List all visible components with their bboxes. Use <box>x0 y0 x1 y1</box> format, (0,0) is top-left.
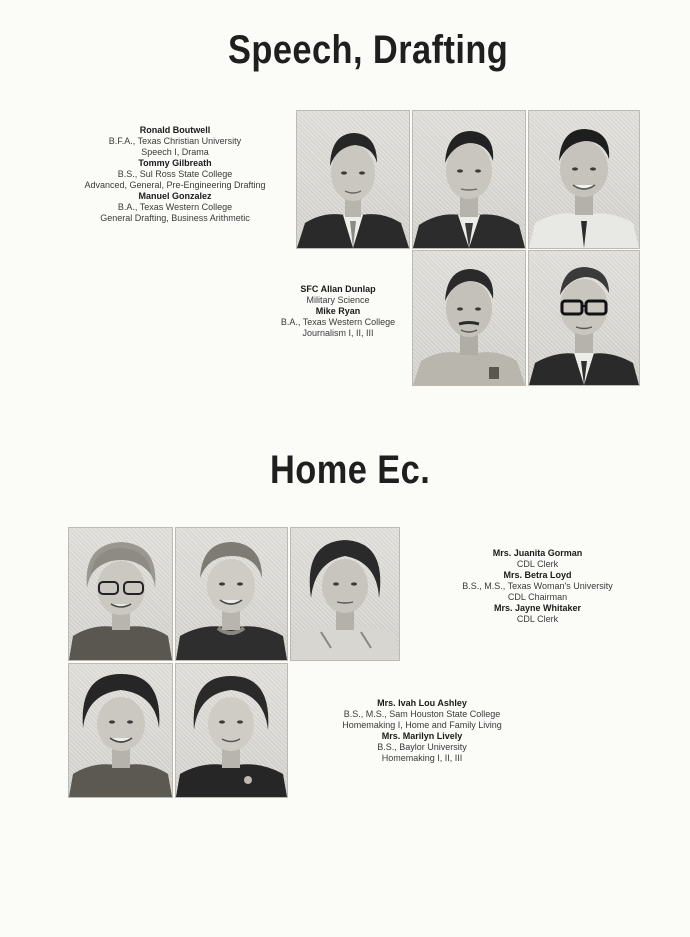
caption-homeec-cdl <box>410 548 665 625</box>
teacher-detail: B.A., Texas Western College <box>117 202 233 212</box>
teacher-detail: B.S., Sul Ross State College <box>117 169 233 179</box>
caption-speech-drafting <box>60 125 290 224</box>
teacher-name: Mrs. Ivah Lou Ashley <box>377 698 467 708</box>
teacher-name: Manuel Gonzalez <box>138 191 212 201</box>
portrait-photo <box>175 663 288 798</box>
teacher-name: Mrs. Jayne Whitaker <box>493 603 582 613</box>
teacher-name: Tommy Gilbreath <box>138 158 212 168</box>
teacher-detail: CDL Clerk <box>516 614 559 624</box>
teacher-detail: Military Science <box>306 295 370 305</box>
teacher-name: Mrs. Betra Loyd <box>503 570 572 580</box>
teacher-detail: B.S., M.S., Sam Houston State College <box>343 709 501 719</box>
portrait-photo <box>412 110 526 249</box>
portrait-photo <box>290 527 400 661</box>
section-title-speech-drafting: Speech, Drafting <box>228 28 509 72</box>
teacher-name: Ronald Boutwell <box>139 125 211 135</box>
teacher-detail: Homemaking I, II, III <box>381 753 463 763</box>
teacher-name: Mrs. Marilyn Lively <box>381 731 463 741</box>
teacher-detail: B.A., Texas Western College <box>280 317 396 327</box>
teacher-name: SFC Allan Dunlap <box>300 284 376 294</box>
teacher-name: Mike Ryan <box>315 306 361 316</box>
portrait-photo <box>68 663 173 798</box>
teacher-detail: B.S., Baylor University <box>377 742 467 752</box>
teacher-detail: CDL Chairman <box>507 592 568 602</box>
teacher-detail: Advanced, General, Pre-Engineering Drafting <box>84 180 266 190</box>
teacher-detail: B.S., M.S., Texas Woman's University <box>462 581 613 591</box>
section-title-home-ec: Home Ec. <box>270 448 431 492</box>
teacher-detail: CDL Clerk <box>516 559 559 569</box>
teacher-detail: Homemaking I, Home and Family Living <box>342 720 502 730</box>
teacher-detail: Journalism I, II, III <box>302 328 374 338</box>
teacher-detail: General Drafting, Business Arithmetic <box>100 213 250 223</box>
teacher-detail: B.F.A., Texas Christian University <box>108 136 242 146</box>
caption-military-journalism <box>248 284 428 339</box>
portrait-photo <box>175 527 288 661</box>
caption-homeec-homemaking <box>292 698 552 764</box>
portrait-photo <box>296 110 410 249</box>
portrait-photo <box>412 250 526 386</box>
portrait-photo <box>528 250 640 386</box>
portrait-photo <box>68 527 173 661</box>
portrait-photo <box>528 110 640 249</box>
teacher-name: Mrs. Juanita Gorman <box>492 548 583 558</box>
teacher-detail: Speech I, Drama <box>141 147 209 157</box>
